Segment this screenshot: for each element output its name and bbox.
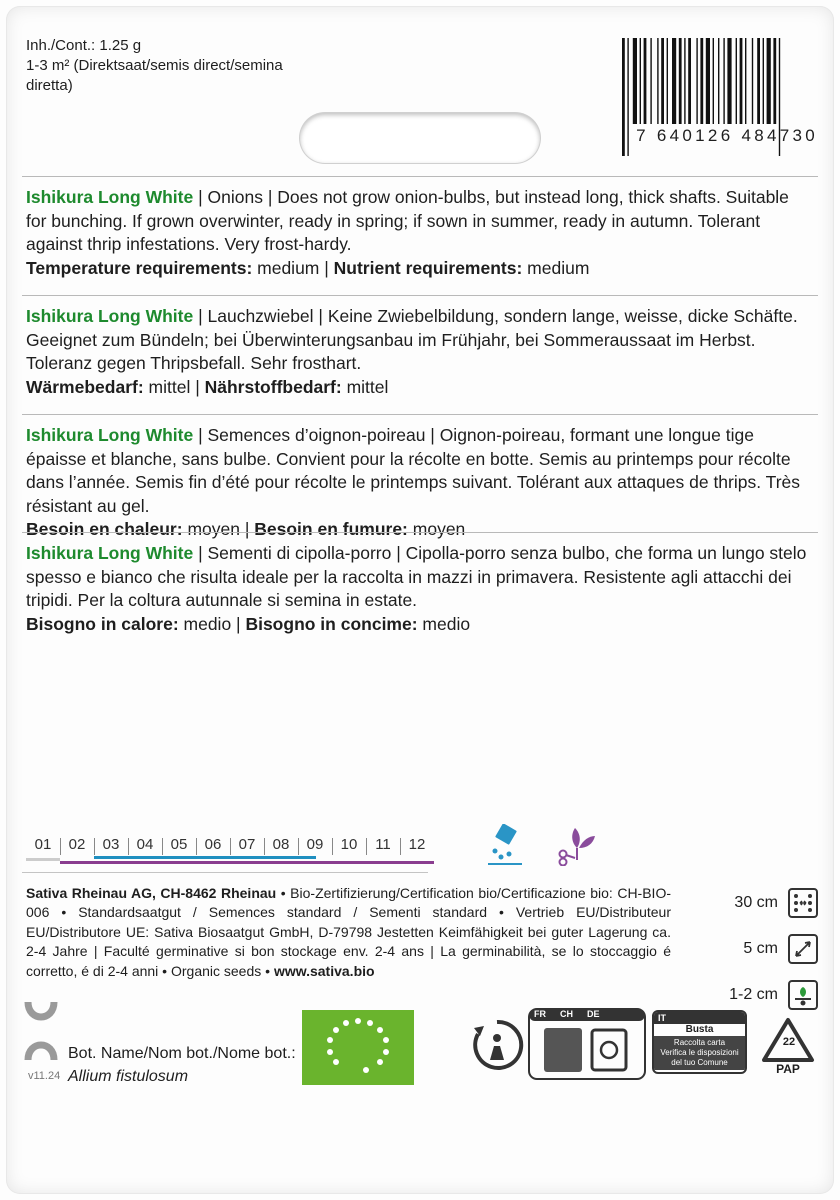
description-text: | Semences d’oignon-poireau | Oignon-poireau, formant une longue tige épaisse et blanche, sans bulbe. Convient pour la récolte en botte. Semis au printemps pour récolte dans l’année. Semis fin d’été pour récolte le printemps suivant. Tolérant aux attaques de thrips. Très résistant au gel.: [26, 425, 800, 516]
month-label: 04: [136, 836, 154, 853]
country-code: FR: [534, 1009, 546, 1019]
sativa-logo-icon: [24, 998, 58, 1068]
italy-line: Raccolta carta: [673, 1038, 726, 1047]
barcode-digits: 7 640126 484730: [636, 126, 818, 145]
divider: [22, 532, 818, 533]
description-it: [26, 542, 810, 636]
month-label: 08: [272, 836, 290, 853]
req-value: mittel |: [143, 376, 205, 397]
italy-header: [654, 1012, 745, 1024]
seed-packet-icon: [486, 824, 524, 868]
version-label: v11.24: [28, 1070, 61, 1082]
italy-line: del tuo Comune: [671, 1058, 728, 1067]
eu-star: [383, 1049, 389, 1055]
divider: [22, 176, 818, 177]
month-label: 06: [204, 836, 222, 853]
month-label: 09: [306, 836, 324, 853]
req-label: Wärmebedarf:: [26, 376, 144, 397]
req-label: Besoin en chaleur:: [26, 519, 183, 539]
divider: [22, 872, 428, 873]
eu-star: [363, 1067, 369, 1073]
sowing-depth-icon: [788, 980, 818, 1010]
req-value: medium: [522, 257, 590, 278]
eu-star: [327, 1037, 333, 1043]
plant-spacing: [718, 934, 818, 964]
req-label: Bisogno in calore:: [26, 613, 179, 634]
sowing-depth: [718, 980, 818, 1010]
divider: [22, 414, 818, 415]
month-label: 01: [34, 836, 52, 853]
variety-name: Ishikura Long White: [26, 187, 194, 207]
sowing-period-bar: [94, 856, 316, 859]
req-value: medio |: [178, 613, 246, 634]
description-de: [26, 305, 810, 399]
description-en: [26, 186, 810, 280]
req-label: Temperature requirements:: [26, 257, 253, 278]
harvest-scissors-icon: [555, 822, 599, 866]
month-label: 07: [238, 836, 256, 853]
eu-star: [327, 1049, 333, 1055]
eu-organic-logo: [302, 1010, 414, 1085]
pap-label: PAP: [776, 1062, 800, 1076]
country-code: CH: [560, 1009, 573, 1019]
req-label: Nährstoffbedarf:: [204, 376, 342, 397]
req-value: medium |: [252, 257, 334, 278]
eu-star: [355, 1018, 361, 1024]
italy-title: Busta: [685, 1024, 714, 1035]
req-label: Besoin en fumure:: [254, 519, 408, 539]
pap-number: 22: [782, 1036, 796, 1048]
eu-star: [343, 1020, 349, 1026]
harvest-period-bar: [60, 861, 434, 864]
row-spacing-icon: [788, 888, 818, 918]
contents-area: 1-3 m² (Direktsaat/semis direct/semina diretta): [26, 57, 283, 94]
botanical-label: Bot. Name/Nom bot./Nome bot.:: [68, 1045, 296, 1062]
eu-star: [377, 1027, 383, 1033]
description-text: | Sementi di cipolla-porro | Cipolla-porro senza bulbo, che forma un lungo stelo spesso e bianco che risulta ideale per la raccolta in mazzi in primavera. Resistente agli attacchi dei tripidi. Per la coltura autunnale si semina in estate.: [26, 543, 807, 610]
eu-star: [367, 1020, 373, 1026]
req-value: moyen: [407, 519, 466, 539]
calendar-baseline: [26, 858, 60, 861]
eu-star: [377, 1059, 383, 1065]
req-value: medio: [417, 613, 471, 634]
req-label: Bisogno in concime:: [245, 613, 418, 634]
req-value: moyen |: [182, 519, 255, 539]
contents-weight: Inh./Cont.: 1.25 g: [26, 37, 142, 54]
legal-text: • Bio-Zertifizierung/Certification bio/Certificazione bio: CH-BIO-006 • Standardsaatgut / Semences standard / Sementi standard • Vertrieb EU/Distributeur EU/Distributore UE: Sativa Biosaatgut GmbH, D-79798 Jestetten Keimfähigkeit bei guter Lagerung ca. 2-4 Jahre | Faculté germinative si bon stockage env. 2-4 ans | La germinabilità, se lo stoccaggio é corretto, é di 2-4 anni • Organic seeds •: [26, 885, 671, 979]
eu-star: [333, 1027, 339, 1033]
country-code: DE: [587, 1009, 600, 1019]
eu-star: [333, 1059, 339, 1065]
description-text: | Lauchzwiebel | Keine Zwiebelbildung, sondern lange, weisse, dicke Schäfte. Geeignet zum Bündeln; bei Überwinterungsanbau im Frühjahr, bei Sommeraussaat im Herbst. Toleranz gegen Thripsbefall. Sehr frosthart.: [26, 306, 798, 373]
month-label: 05: [170, 836, 188, 853]
divider: [22, 295, 818, 296]
italy-sorting-label: [652, 1010, 747, 1074]
month-label: 11: [375, 836, 391, 853]
variety-name: Ishikura Long White: [26, 425, 194, 445]
triman-recycling-icon: [470, 1018, 524, 1072]
month-label: 12: [408, 836, 426, 853]
eu-star: [383, 1037, 389, 1043]
legal-info: [26, 884, 671, 981]
plant-spacing-icon: [788, 934, 818, 964]
plant-spacing-value: 5 cm: [743, 940, 778, 957]
variety-name: Ishikura Long White: [26, 543, 194, 563]
description-text: | Onions | Does not grow onion-bulbs, but instead long, thick shafts. Suitable for bunching. If grown overwinter, ready in spring; if sown in summer, ready in autumn. Tolerant against thrip infestations. Very frost-hardy.: [26, 187, 789, 254]
sowing-depth-value: 1-2 cm: [729, 986, 778, 1003]
country-codes: [534, 1009, 600, 1019]
company-name: Sativa Rheinau AG, CH-8462 Rheinau: [26, 885, 277, 901]
req-label: Nutrient requirements:: [333, 257, 523, 278]
hang-hole: [300, 113, 540, 163]
req-value: mittel: [341, 376, 389, 397]
italy-code: IT: [658, 1013, 666, 1023]
row-spacing-value: 30 cm: [734, 894, 778, 911]
variety-name: Ishikura Long White: [26, 306, 194, 326]
sowing-calendar: [26, 836, 436, 866]
eu-leaf-stars-icon: [302, 1010, 414, 1085]
botanical-name: [68, 1042, 296, 1088]
month-label: 10: [340, 836, 358, 853]
description-fr: [26, 424, 810, 542]
contents-info: [26, 36, 306, 96]
row-spacing: [718, 888, 818, 918]
month-label: 03: [102, 836, 120, 853]
month-label: 02: [68, 836, 86, 853]
website-link[interactable]: www.sativa.bio: [273, 962, 375, 979]
italy-line: Verifica le disposizioni: [660, 1048, 739, 1057]
latin-name: Allium fistulosum: [68, 1068, 189, 1085]
